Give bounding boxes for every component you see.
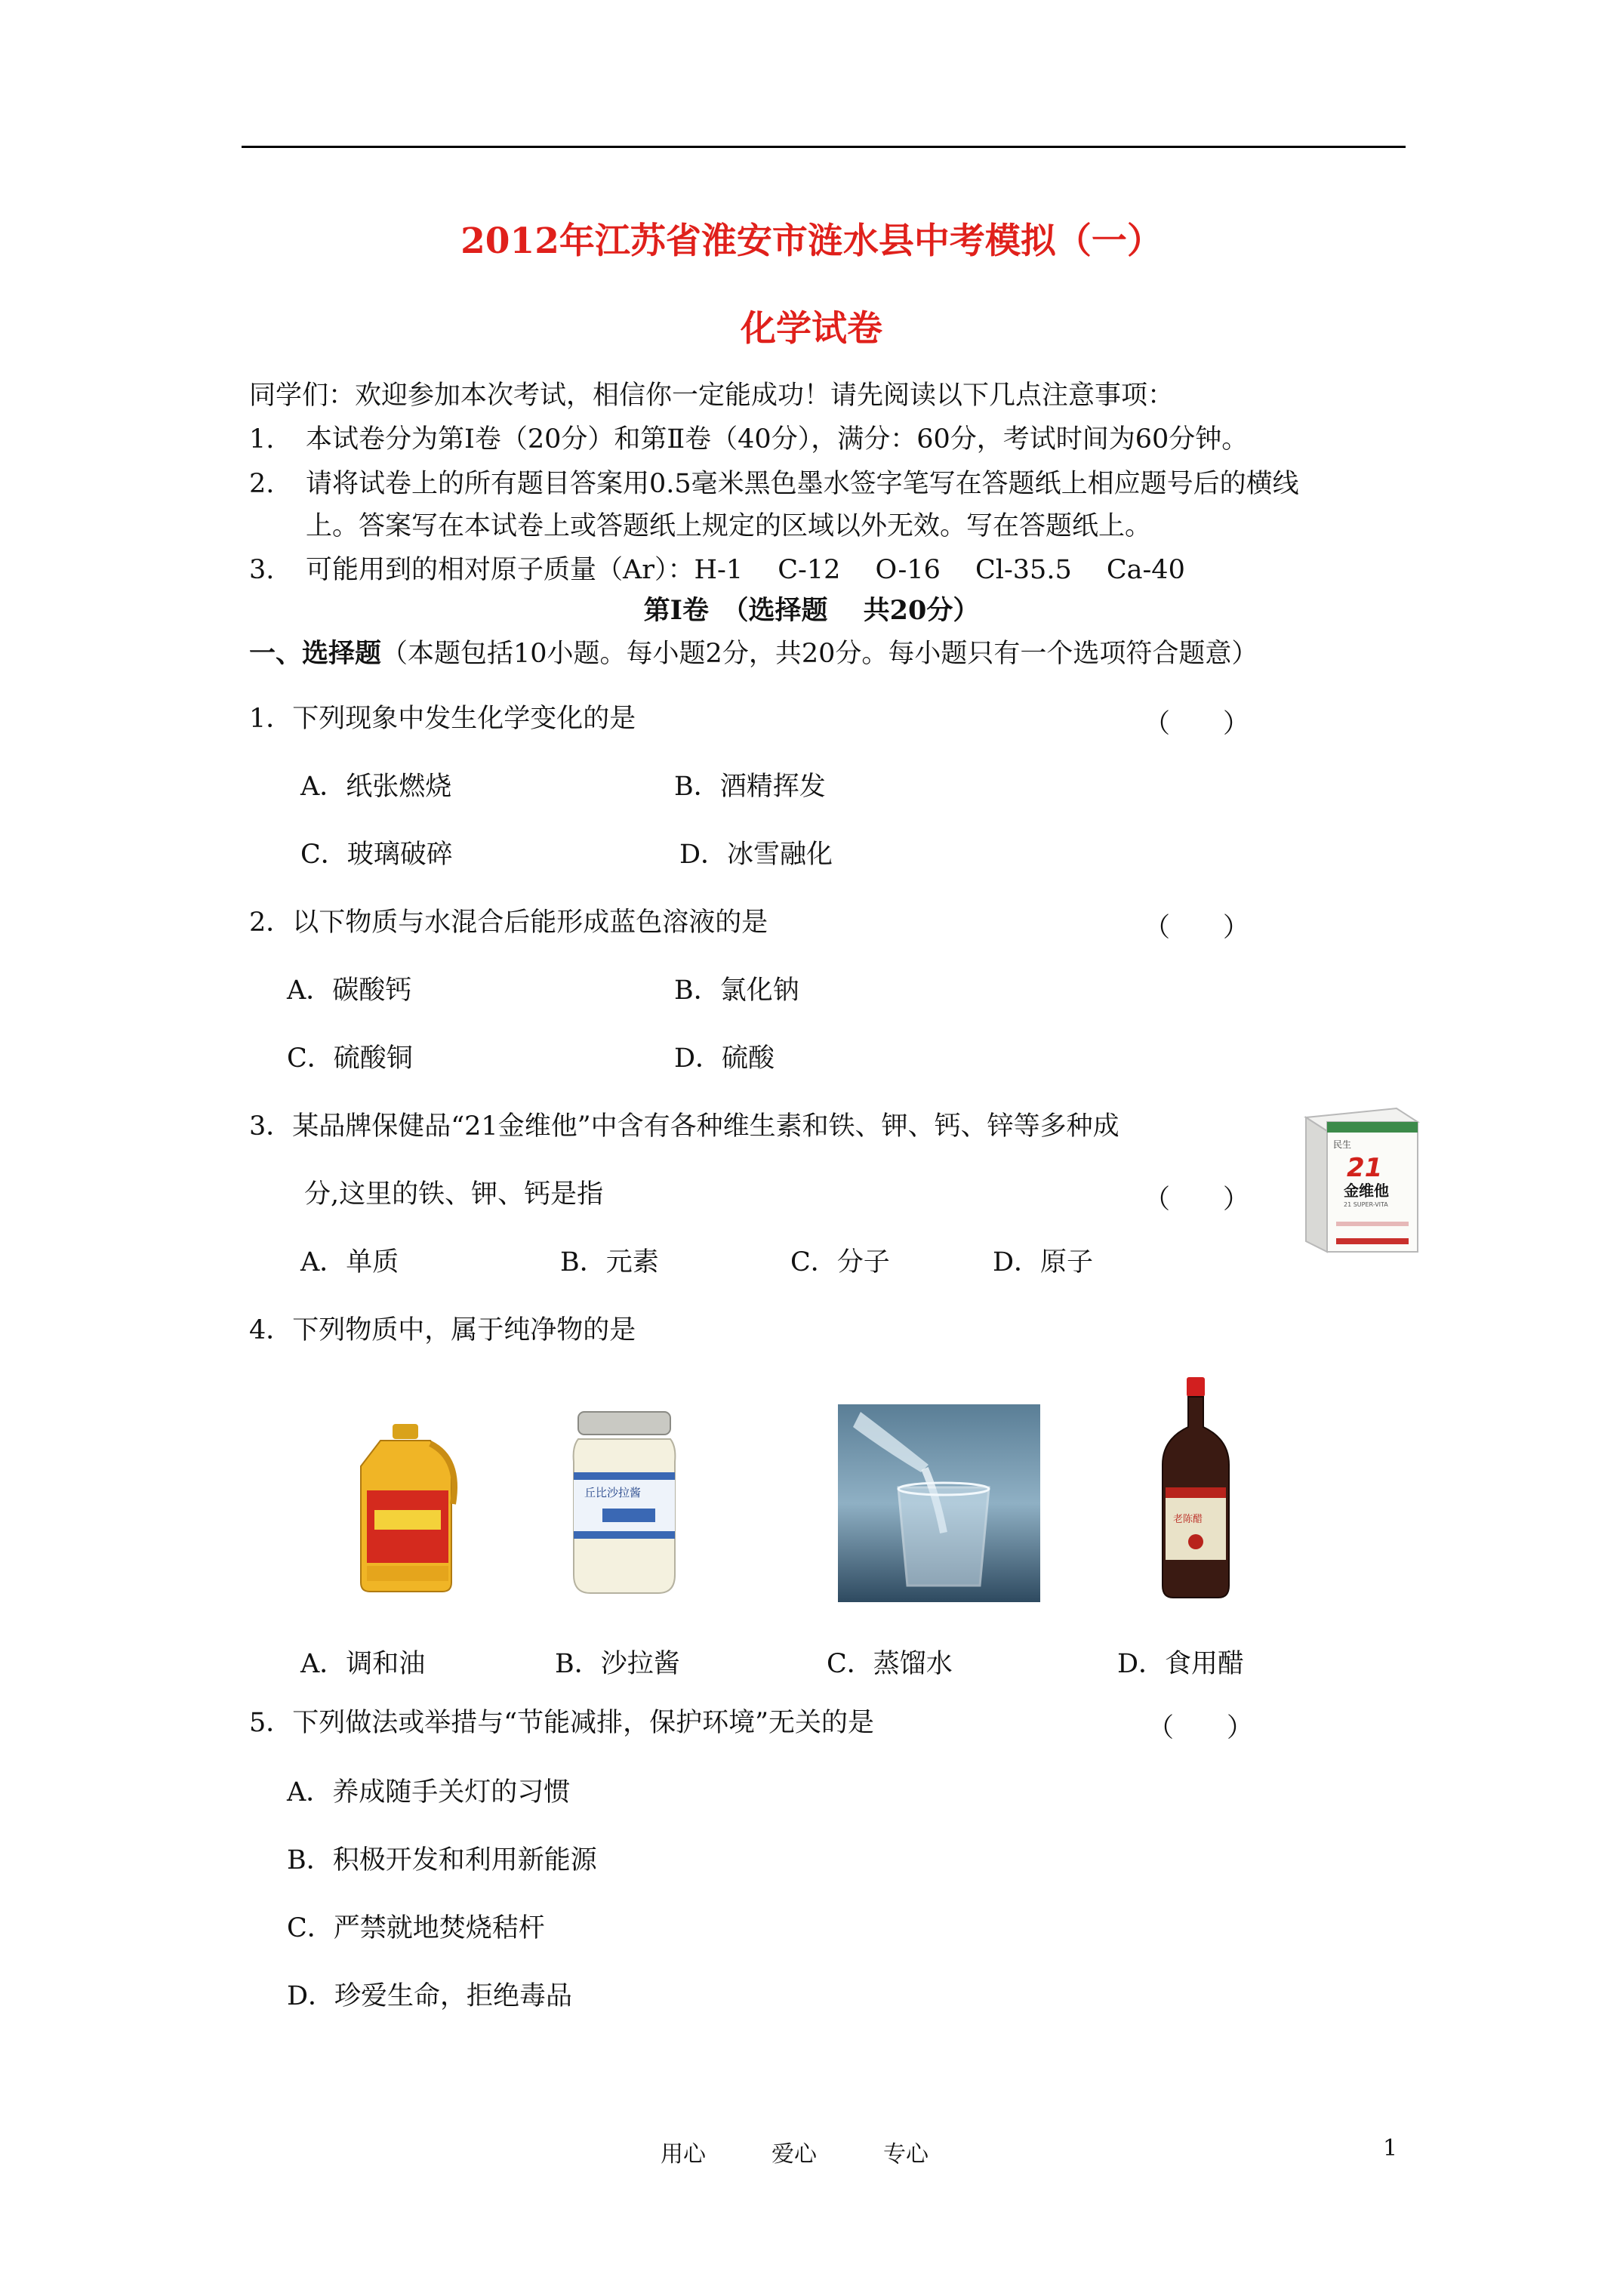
q3-option-c: C．分子: [790, 1247, 890, 1277]
vitamin-corner-text: 民生: [1333, 1139, 1352, 1150]
question-3-stem: 3．某品牌保健品“21金维他”中含有各种维生素和铁、钾、钙、锌等多种成: [249, 1111, 1119, 1142]
q4-option-a: A．调和油: [300, 1649, 426, 1679]
oil-bottle-image: [340, 1421, 479, 1596]
footer-motto-3: 专心: [883, 2141, 929, 2168]
q3-option-b: B．元素: [560, 1247, 659, 1277]
question-2-stem: 2．以下物质与水混合后能形成蓝色溶液的是: [249, 908, 768, 938]
q4-option-d: D．食用醋: [1117, 1649, 1245, 1679]
vitamin-brand-en: 21 SUPER-VITA: [1344, 1201, 1388, 1208]
vinegar-bottle-label: 老陈醋: [1173, 1514, 1203, 1525]
page-number: 1: [1383, 2135, 1398, 2162]
q2-option-d: D．硫酸: [674, 1043, 775, 1074]
notice-text-2-cont: 上。答案写在本试卷上或答题纸上规定的区域以外无效。写在答题纸上。: [306, 511, 1152, 541]
q5-option-a: A．养成随手关灯的习惯: [287, 1777, 571, 1808]
section-heading-rest: （本题包括10小题。每小题2分，共20分。每小题只有一个选项符合题意）: [381, 639, 1258, 669]
notice-text-2: 请将试卷上的所有题目答案用0.5毫米黑色墨水签字笔写在答题纸上相应题号后的横线: [306, 469, 1299, 499]
q1-option-d: D．冰雪融化: [679, 840, 833, 870]
q5-option-c: C．严禁就地焚烧秸杆: [287, 1913, 545, 1943]
answer-paren-2: （ ）: [1144, 913, 1250, 943]
q1-option-b: B．酒精挥发: [674, 772, 826, 802]
salad-jar-label: 丘比沙拉酱: [584, 1486, 642, 1499]
vitamin-brand-name: 金维他: [1344, 1182, 1389, 1200]
question-3-stem-cont: 分,这里的铁、钾、钙是指: [304, 1179, 604, 1210]
q2-option-c: C．硫酸铜: [287, 1043, 413, 1074]
q2-option-a: A．碳酸钙: [287, 975, 412, 1006]
section-heading: [249, 636, 1258, 672]
question-1-stem: 1．下列现象中发生化学变化的是: [249, 704, 636, 734]
q3-option-a: A．单质: [300, 1247, 399, 1277]
notice-num-3: 3.: [249, 555, 275, 585]
q1-option-c: C．玻璃破碎: [300, 840, 453, 870]
header-rule: [242, 146, 1406, 148]
exam-subtitle: 化学试卷: [741, 308, 882, 350]
question-4-stem: 4．下列物质中，属于纯净物的是: [249, 1315, 636, 1345]
q1-option-a: A．纸张燃烧: [300, 772, 452, 802]
q4-option-b: B．沙拉酱: [555, 1649, 680, 1679]
section-heading-bold: 一、选择题: [249, 638, 382, 669]
footer-motto-1: 用心: [661, 2141, 706, 2168]
answer-paren-1: （ ）: [1144, 709, 1250, 739]
notice-num-1: 1.: [249, 424, 275, 455]
vinegar-bottle-image: [1153, 1374, 1238, 1601]
water-glass-image: [838, 1404, 1040, 1602]
vitamin-brand-number: 21: [1347, 1153, 1383, 1183]
salad-jar-image: [568, 1409, 681, 1596]
exam-title: 2012年江苏省淮安市涟水县中考模拟（一）: [460, 220, 1163, 262]
section-title: 第Ⅰ卷 （选择题 共20分）: [643, 595, 980, 626]
notice-text-3: 可能用到的相对原子质量（Ar）：H-1 C-12 O-16 Cl-35.5 Ca-40: [306, 555, 1185, 585]
answer-paren-5: （ ）: [1147, 1713, 1254, 1743]
answer-paren-3: （ ）: [1144, 1185, 1250, 1215]
q3-option-d: D．原子: [993, 1247, 1094, 1277]
notice-text-1: 本试卷分为第Ⅰ卷（20分）和第Ⅱ卷（40分），满分：60分，考试时间为60分钟。: [306, 424, 1249, 455]
notice-num-2: 2.: [249, 469, 275, 499]
vitamin-box-image: [1300, 1101, 1421, 1256]
q4-option-c: C．蒸馏水: [827, 1649, 953, 1679]
q2-option-b: B．氯化钠: [674, 975, 799, 1006]
q5-option-d: D．珍爱生命，拒绝毒品: [287, 1981, 573, 2011]
notice-intro: 同学们：欢迎参加本次考试，相信你一定能成功！请先阅读以下几点注意事项：: [249, 381, 1175, 411]
footer-motto-2: 爱心: [771, 2141, 817, 2168]
q5-option-b: B．积极开发和利用新能源: [287, 1845, 597, 1875]
question-5-stem: 5．下列做法或举措与“节能减排，保护环境”无关的是: [249, 1708, 875, 1738]
